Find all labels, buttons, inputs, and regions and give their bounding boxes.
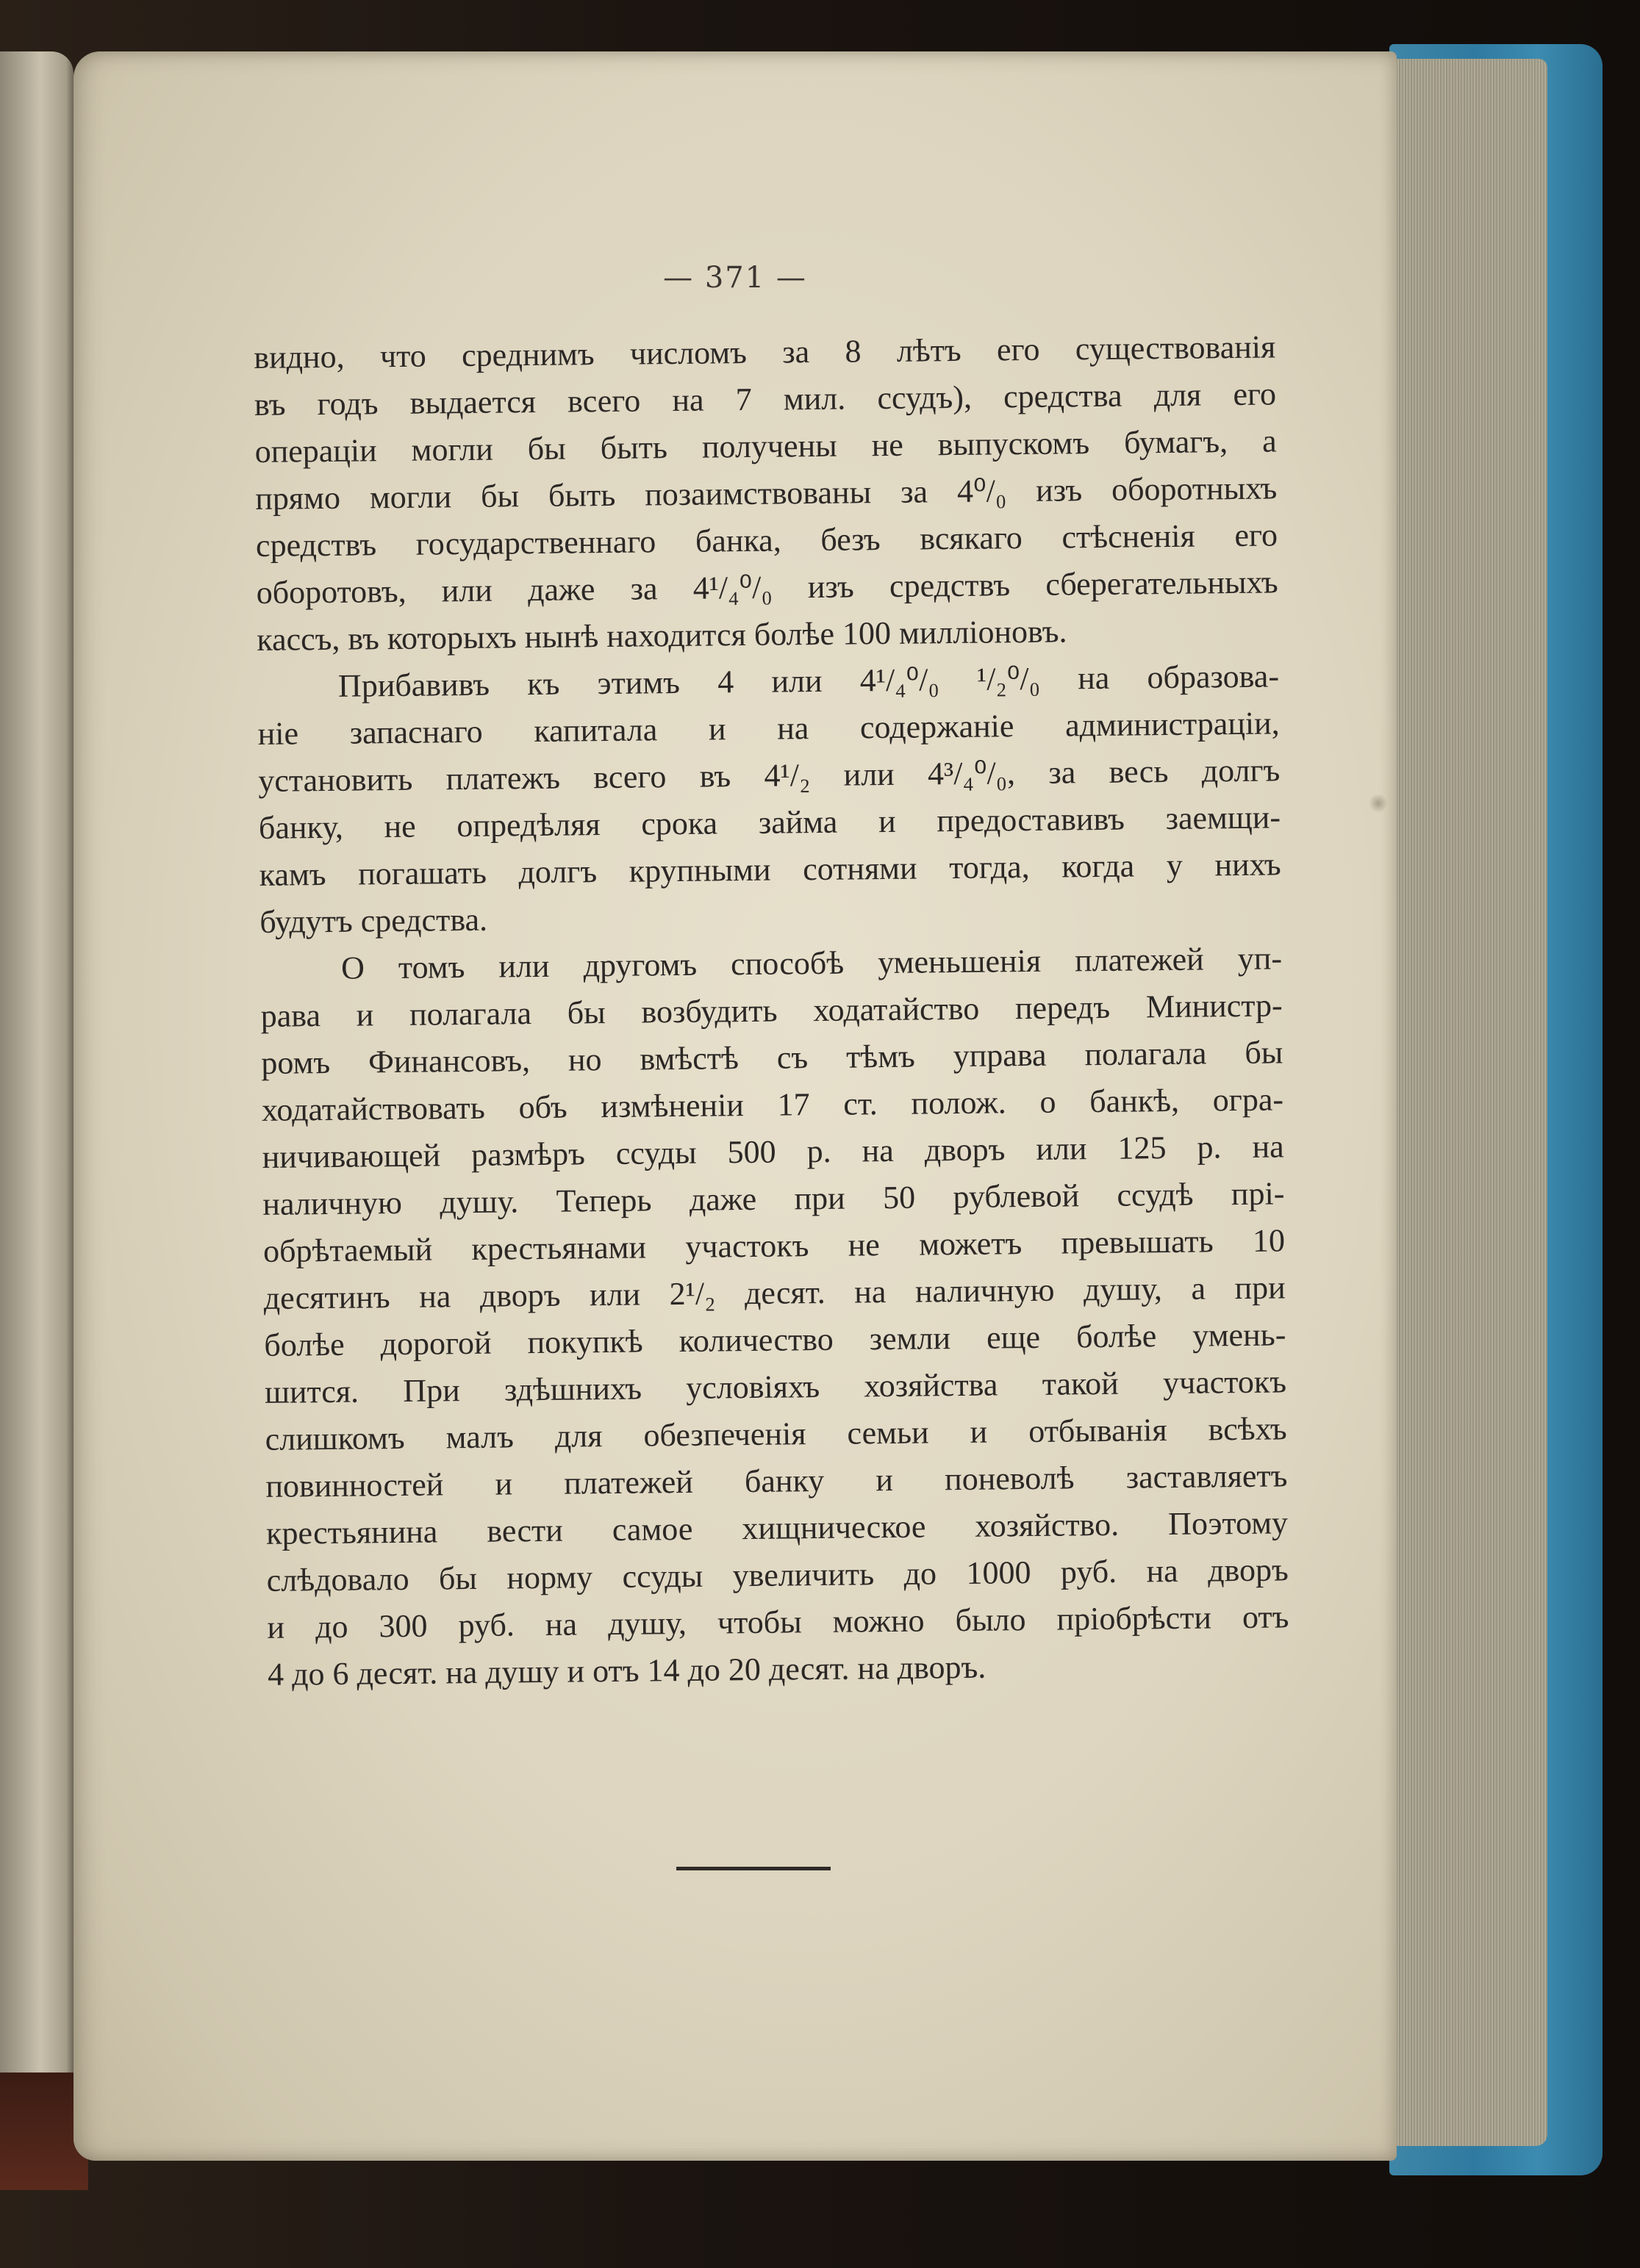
text-line: крестьянина вести самое хищническое хозяйство. Поэтому <box>265 1504 1289 1551</box>
previous-page-edge <box>0 51 74 2153</box>
text-line: ничивающей размѣръ ссуды 500 р. на дворъ или 125 р. на <box>262 1128 1284 1175</box>
text-line: слишкомъ малъ для обезпеченія семьи и отбыванія всѣхъ <box>265 1410 1287 1457</box>
text-line: камъ погашать долгъ крупными сотнями тогда, когда у нихъ <box>259 846 1281 893</box>
text-line: О томъ или другомъ способѣ уменьшенія платежей уп- <box>340 940 1283 986</box>
text-line: оборотовъ, или даже за 4¹/₄⁰/₀ изъ средствъ сберегательныхъ <box>256 564 1278 611</box>
text-line: слѣдовало бы норму ссуды увеличить до 1000 руб. на дворъ <box>266 1551 1289 1598</box>
text-line: наличную душу. Теперь даже при 50 рублевой ссудѣ прі- <box>262 1175 1285 1222</box>
text-line: операціи могли бы быть получены не выпускомъ бумагъ, а <box>254 423 1277 470</box>
text-line: ходатайствовать объ измѣненіи 17 ст. полож. о банкѣ, огра- <box>261 1081 1284 1128</box>
text-line: средствъ государственнаго банка, безъ всякаго стѣсненія его <box>255 517 1278 564</box>
end-rule <box>676 1867 831 1870</box>
text-line: ромъ Финансовъ, но вмѣстѣ съ тѣмъ управа полагала бы <box>261 1034 1283 1081</box>
text-line: болѣе дорогой покупкѣ количество земли еще болѣе умень- <box>264 1316 1286 1363</box>
page-number: — 371 — <box>663 261 807 295</box>
page-edges <box>1393 59 1547 2146</box>
page <box>74 51 1397 2161</box>
text-line: и до 300 руб. на душу, чтобы можно было пріобрѣсти отъ <box>267 1598 1289 1646</box>
text-line: Прибавивъ къ этимъ 4 или 4¹/₄⁰/₀ ¹/₂⁰/₀ на образова- <box>337 658 1280 704</box>
text-line: 4 до 6 десят. на душу и отъ 14 до 20 десят. на дворъ. <box>267 1648 986 1693</box>
text-line: банку, не опредѣляя срока займа и предоставивъ заемщи- <box>258 799 1281 846</box>
text-line: шится. При здѣшнихъ условіяхъ хозяйства такой участокъ <box>264 1363 1287 1410</box>
text-line: въ годъ выдается всего на 7 мил. ссудъ), средства для его <box>254 376 1277 423</box>
body-text <box>254 323 1289 1698</box>
text-line: обрѣтаемый крестьянами участокъ не можетъ превышать 10 <box>262 1222 1286 1269</box>
text-line: рава и полагала бы возбудить ходатайство передъ Министр- <box>260 987 1283 1034</box>
text-line: прямо могли бы быть позаимствованы за 4⁰/₀ изъ оборотныхъ <box>255 470 1278 517</box>
text-line: десятинъ на дворъ или 2¹/₂ десят. на наличную душу, а при <box>263 1269 1286 1316</box>
text-line: повинностей и платежей банку и поневолѣ заставляетъ <box>265 1457 1288 1504</box>
text-line: будутъ средства. <box>259 901 488 940</box>
text-line: видно, что среднимъ числомъ за 8 лѣтъ его существованія <box>254 329 1276 376</box>
text-line: ніе запаснаго капитала и на содержаніе администраціи, <box>257 705 1280 752</box>
text-line: кассъ, въ которыхъ нынѣ находится болѣе 100 милліоновъ. <box>257 613 1067 658</box>
text-line: установить платежъ всего въ 4¹/₂ или 4³/₄⁰/₀, за весь долгъ <box>258 752 1281 799</box>
ink-smudge <box>1369 794 1388 813</box>
